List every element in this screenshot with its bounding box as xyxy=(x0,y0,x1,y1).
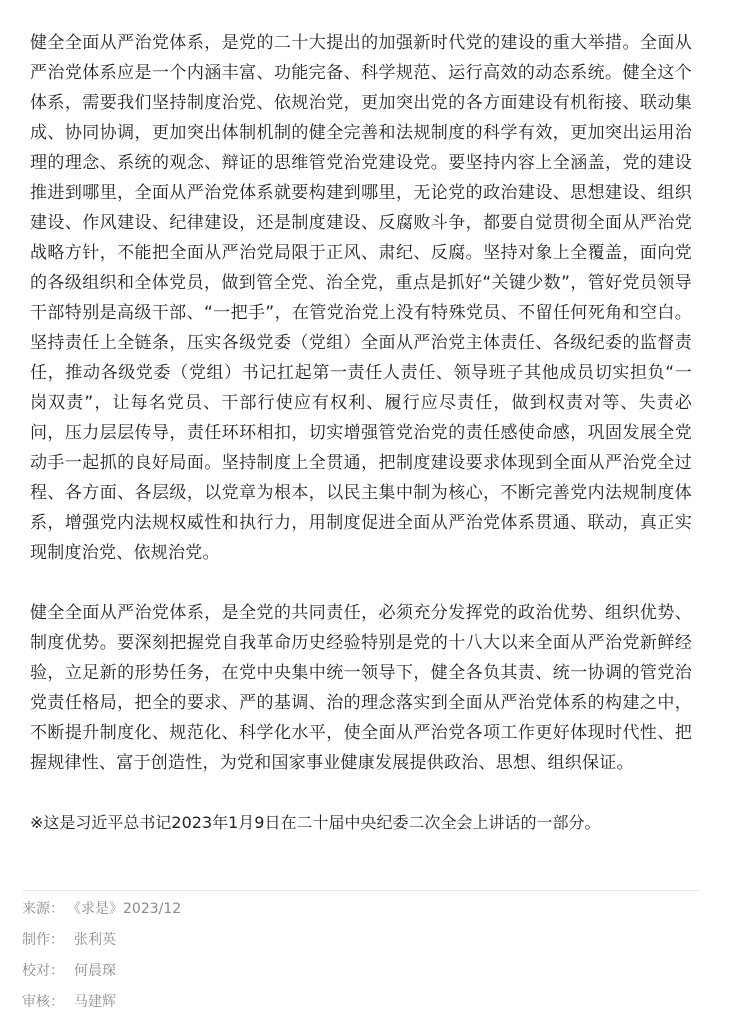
footer-divider xyxy=(22,890,700,891)
meta-source-label: 来源： xyxy=(22,901,64,917)
meta-source-value: 《求是》2023/12 xyxy=(74,901,182,917)
meta-reviewer xyxy=(22,988,702,1019)
meta-reviewer-label: 审核： xyxy=(22,994,64,1010)
meta-reviewer-value: 马建辉 xyxy=(74,994,116,1010)
article-paragraph-1: 健全全面从严治党体系，是党的二十大提出的加强新时代党的建设的重大举措。全面从严治党体系应是一个内涵丰富、功能完备、科学规范、运行高效的动态系统。健全这个体系，需要我们坚持制度治党、依规治党，更加突出党的各方面建设有机衔接、联动集成、协同协调，更加突出体制机制的健全完善和法规制度的科学有效，更加突出运用治理的理念、系统的观念、辩证的思维管党治党建设党。要坚持内容上全涵盖，党的建设推进到哪里，全面从严治党体系就要构建到哪里，无论党的政治建设、思想建设、组织建设、作风建设、纪律建设，还是制度建设、反腐败斗争，都要自觉贯彻全面从严治党战略方针，不能把全面从严治党局限于正风、肃纪、反腐。坚持对象上全覆盖，面向党的各级组织和全体党员，做到管全党、治全党，重点是抓好“关键少数”，管好党员领导干部特别是高级干部、“一把手”，在管党治党上没有特殊党员、不留任何死角和空白。坚持责任上全链条，压实各级党委（党组）全面从严治党主体责任、各级纪委的监督责任，推动各级党委（党组）书记扛起第一责任人责任、领导班子其他成员切实担负“一岗双责”，让每名党员、干部行使应有权利、履行应尽责任，做到权责对等、失责必问，压力层层传导，责任环环相扣，切实增强管党治党的责任感使命感，巩固发展全党动手一起抓的良好局面。坚持制度上全贯通，把制度建设要求体现到全面从严治党全过程、各方面、各层级，以党章为根本，以民主集中制为核心，不断完善党内法规制度体系，增强党内法规权威性和执行力，用制度促进全面从严治党体系贯通、联动，真正实现制度治党、依规治党。 xyxy=(30,33,692,563)
article-meta xyxy=(22,895,702,1019)
meta-producer-label: 制作： xyxy=(22,932,64,948)
article-body xyxy=(30,28,692,838)
meta-proofreader xyxy=(22,957,702,988)
meta-proofreader-label: 校对： xyxy=(22,963,64,979)
paragraph-spacer xyxy=(30,778,692,808)
meta-proofreader-value: 何晨琛 xyxy=(74,963,116,979)
meta-producer xyxy=(22,926,702,957)
article-paragraph-2: 健全全面从严治党体系，是全党的共同责任，必须充分发挥党的政治优势、组织优势、制度优势。要深刻把握党自我革命历史经验特别是党的十八大以来全面从严治党新鲜经验，立足新的形势任务，在党中央集中统一领导下，健全各负其责、统一协调的管党治党责任格局，把全的要求、严的基调、治的理念落实到全面从严治党体系的构建之中，不断提升制度化、规范化、科学化水平，使全面从严治党各项工作更好体现时代性、把握规律性、富于创造性，为党和国家事业健康发展提供政治、思想、组织保证。 xyxy=(30,603,692,773)
paragraph-spacer xyxy=(30,568,692,598)
meta-source xyxy=(22,895,702,926)
meta-producer-value: 张利英 xyxy=(74,932,116,948)
article-note: ※这是习近平总书记2023年1月9日在二十届中央纪委二次全会上讲话的一部分。 xyxy=(30,813,601,832)
